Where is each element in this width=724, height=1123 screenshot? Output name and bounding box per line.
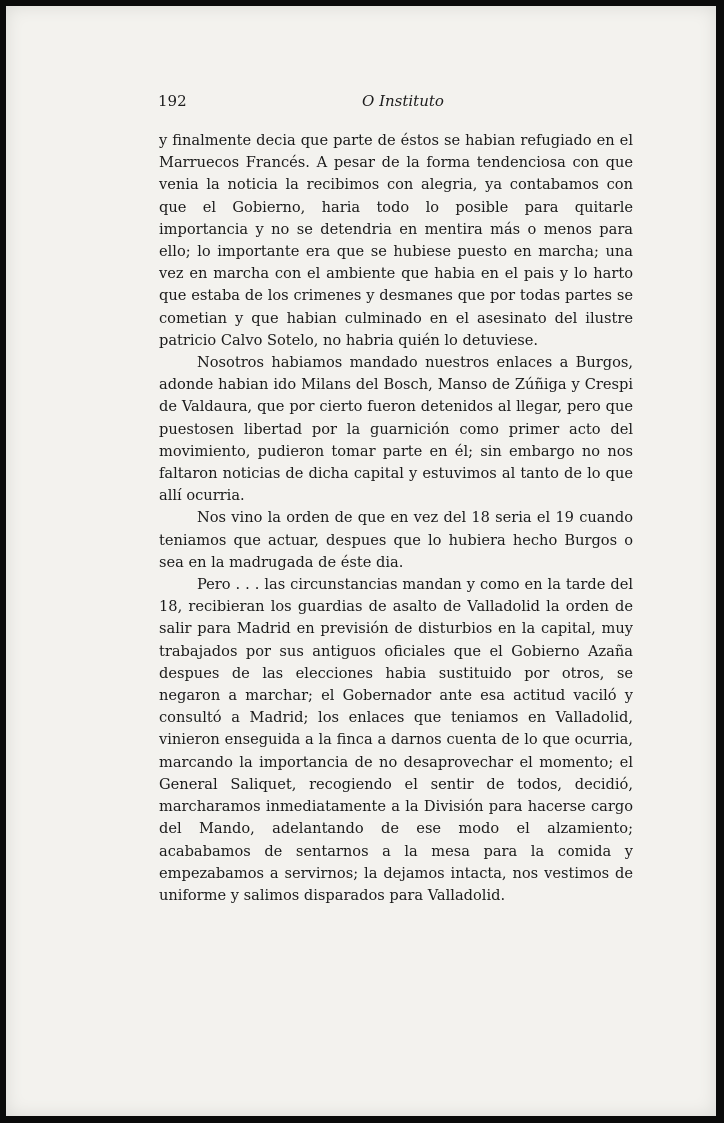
- body-text: [159, 130, 633, 907]
- paragraph-2: Nosotros habiamos mandado nuestros enlaces a Burgos, adonde habian ido Milans del Bosch, Manso de Zúñiga y Crespi de Valdaura, que por cierto fueron detenidos al llegar, pero que puestosen libertad por la guarnición como primer acto del movimiento, pudieron tomar parte en él; sin embargo no nos faltaron noticias de dicha capital y estuvimos al tanto de lo que allí ocurria.: [159, 354, 633, 505]
- running-title: O Instituto: [362, 92, 444, 110]
- paragraph-1: y finalmente decia que parte de éstos se habian refugiado en el Marruecos Francés. A pesar de la forma tendenciosa con que venia la noticia la recibimos con alegria, ya contabamos con que el Gobierno, haria todo lo posible para quitarle importancia y no se detendria en mentira más o menos para ello; lo importante era que se hubiese puesto en marcha; una vez en marcha con el ambiente que habia en el pais y lo harto que estaba de los crimenes y desmanes que por todas partes se cometian y que habian culminado en el asesinato del ilustre patricio Calvo Sotelo, no habria quién lo detuviese.: [159, 132, 633, 349]
- page-header: [158, 92, 633, 114]
- page-number: 192: [158, 92, 187, 110]
- paragraph-3: Nos vino la orden de que en vez del 18 seria el 19 cuando teniamos que actuar, despues que lo hubiera hecho Burgos o sea en la madrugada de éste dia.: [159, 509, 633, 571]
- book-page: [6, 6, 716, 1116]
- paragraph-4: Pero . . . las circunstancias mandan y como en la tarde del 18, recibieran los guardias de asalto de Valladolid la orden de salir para Madrid en previsión de disturbios en la capital, muy trabajados por sus antiguos oficiales que el Gobierno Azaña despues de las elecciones habia sustituido por otros, se negaron a marchar; el Gobernador ante esa actitud vaciló y consultó a Madrid; los enlaces que teniamos en Valladolid, vinieron enseguida a la finca a darnos cuenta de lo que ocurria, marcando la importancia de no desaprovechar el momento; el General Saliquet, recogiendo el sentir de todos, decidió, marcharamos inmediatamente a la División para hacerse cargo del Mando, adelantando de ese modo el alzamiento; acababamos de sentarnos a la mesa para la comida y empezabamos a servirnos; la dejamos intacta, nos vestimos de uniforme y salimos disparados para Valladolid.: [159, 576, 633, 904]
